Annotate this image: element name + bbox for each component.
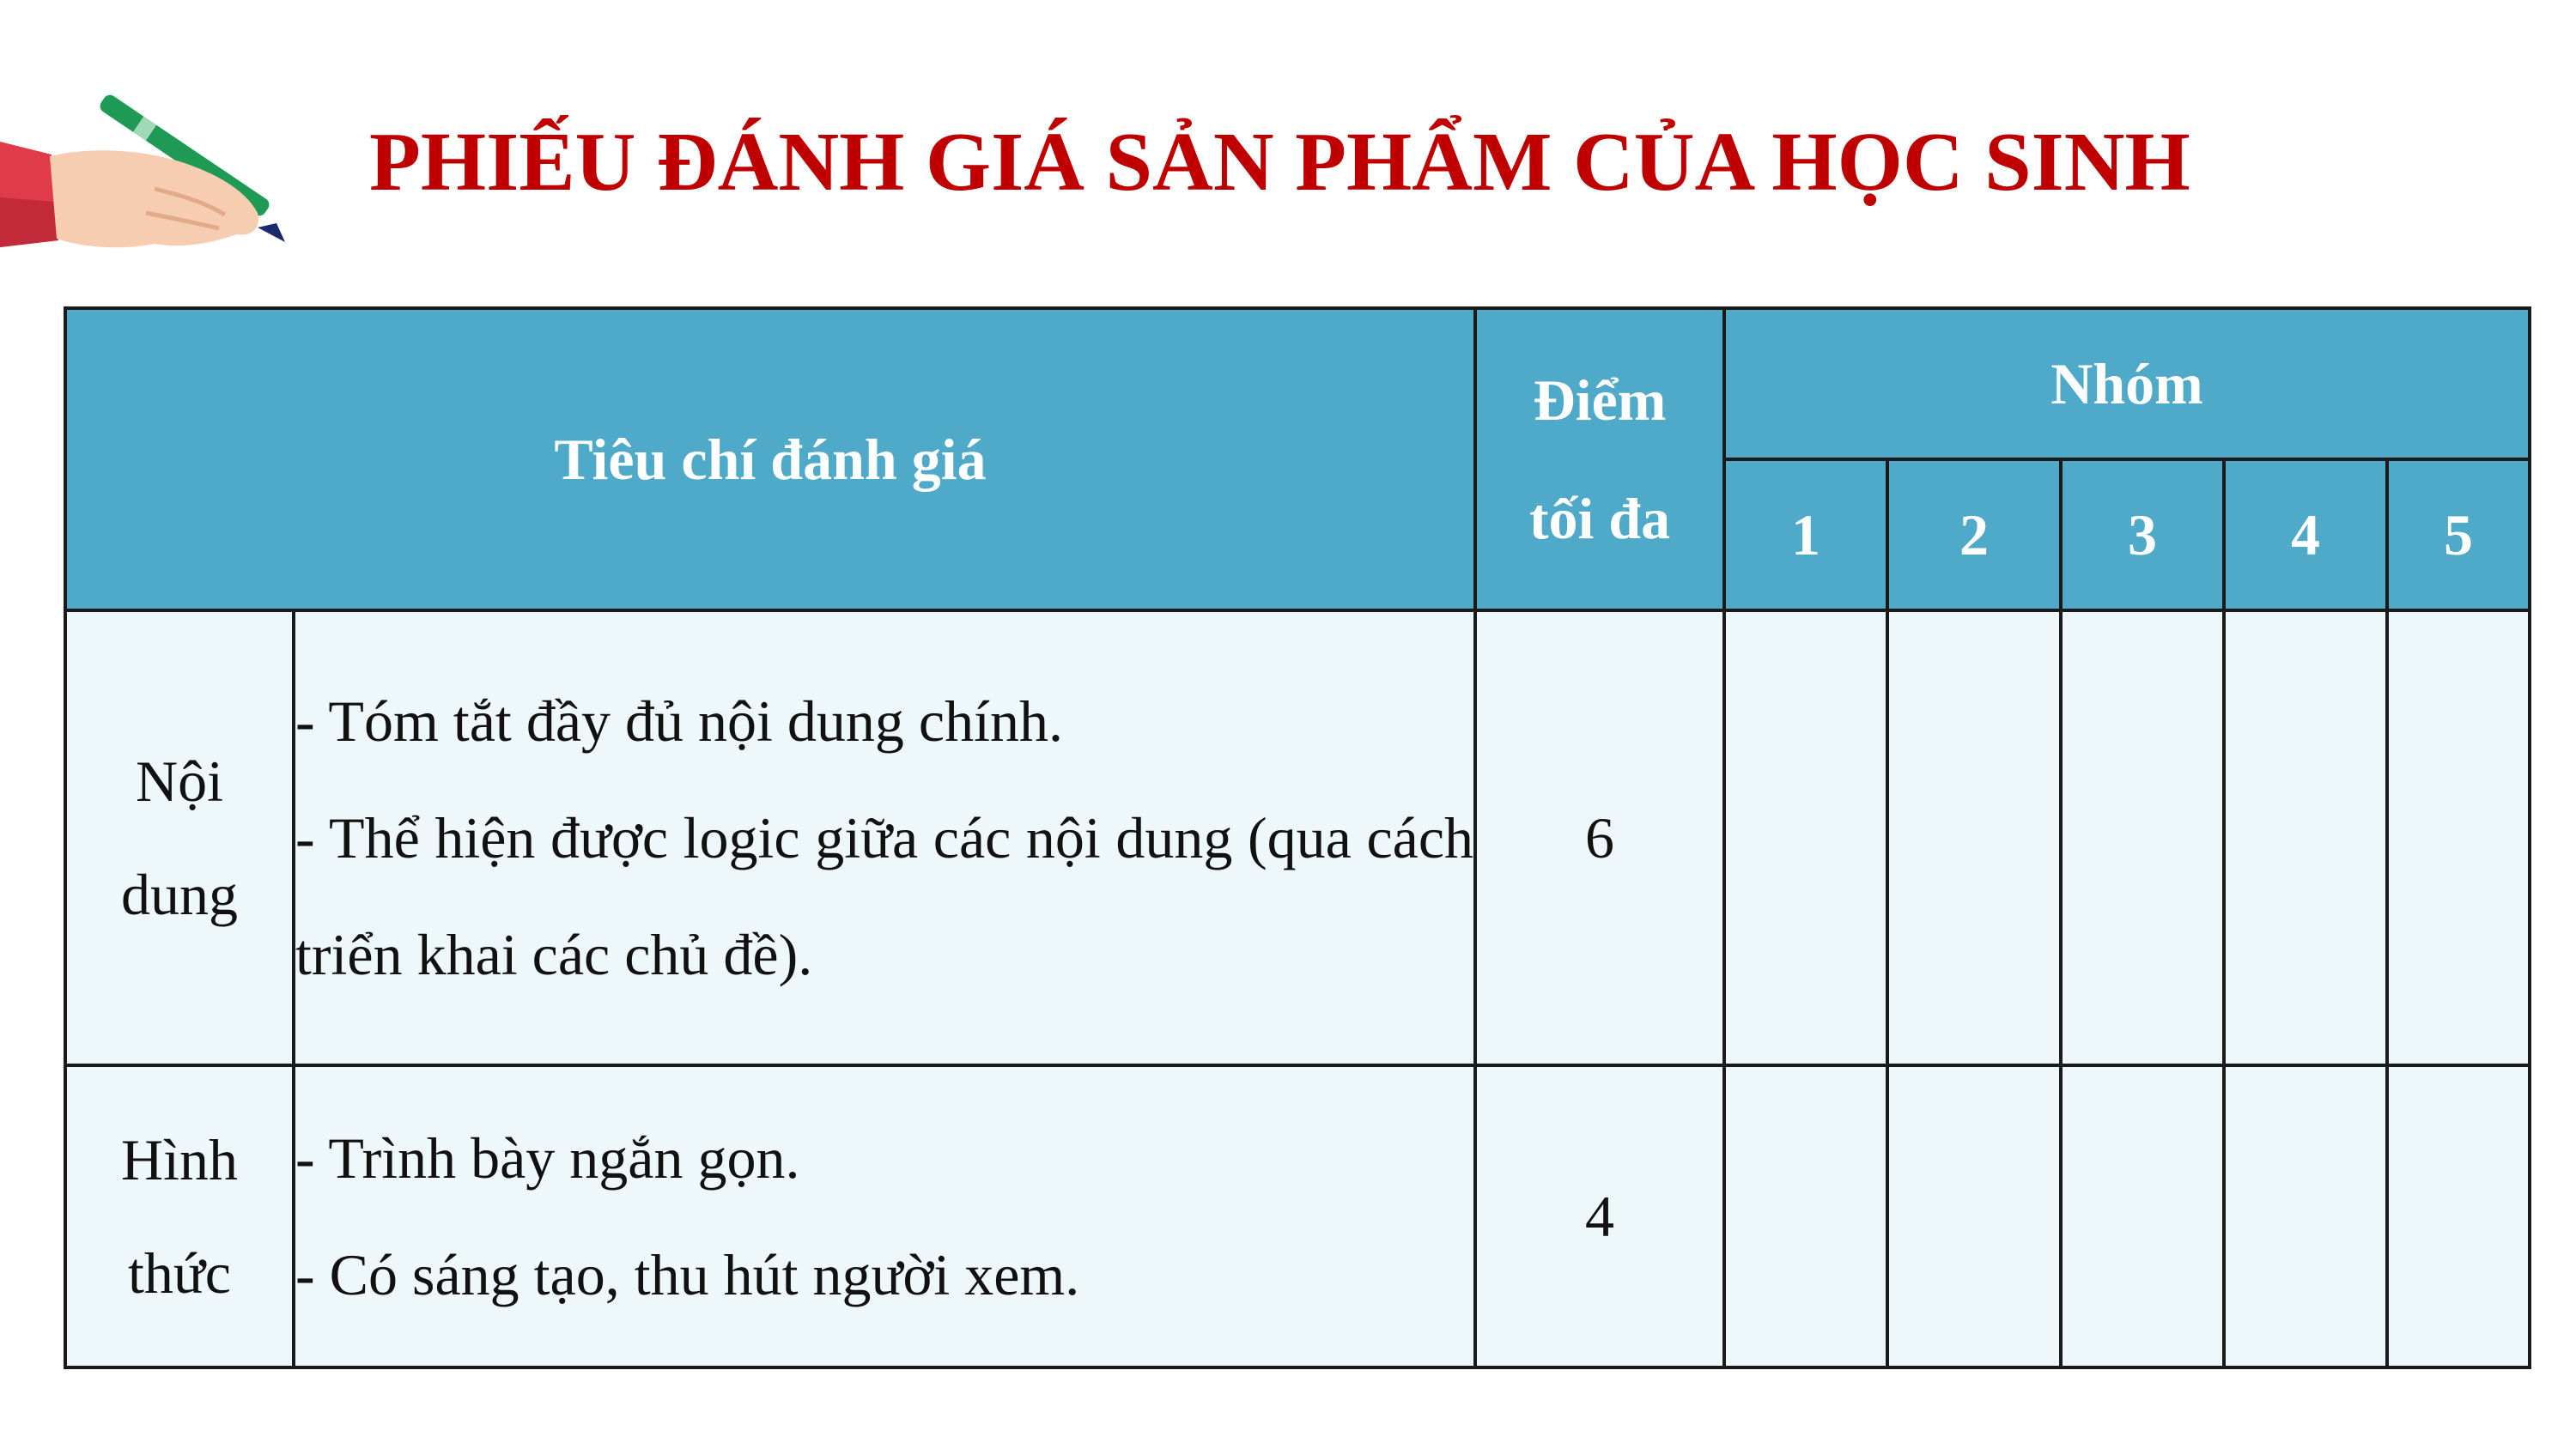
group-score-cell[interactable] <box>1724 610 1887 1065</box>
header-group-2: 2 <box>1887 459 2061 610</box>
max-score-cell: 6 <box>1475 610 1724 1065</box>
header-max-score-line1: Điểm <box>1533 367 1667 433</box>
table-row-form <box>65 1065 2530 1367</box>
group-score-cell[interactable] <box>1887 610 2061 1065</box>
category-line1: Hình <box>121 1127 238 1192</box>
header-row-1 <box>65 308 2530 459</box>
criteria-cell <box>294 610 1475 1065</box>
table-row-content <box>65 610 2530 1065</box>
group-score-cell[interactable] <box>1724 1065 1887 1367</box>
criteria-line1: - Trình bày ngắn gọn. <box>295 1125 800 1191</box>
header-criteria: Tiêu chí đánh giá <box>65 308 1475 610</box>
header-max-score-line2: tối đa <box>1528 486 1671 551</box>
category-line1: Nội <box>136 749 223 814</box>
group-score-cell[interactable] <box>2061 610 2224 1065</box>
hand-shape <box>50 150 258 247</box>
hand-writing-pen-icon <box>0 60 292 258</box>
category-cell <box>65 610 294 1065</box>
max-score-cell: 4 <box>1475 1065 1724 1367</box>
header-group-4: 4 <box>2224 459 2387 610</box>
group-score-cell[interactable] <box>2224 610 2387 1065</box>
page-title: PHIẾU ĐÁNH GIÁ SẢN PHẨM CỦA HỌC SINH <box>369 116 2190 209</box>
group-score-cell[interactable] <box>2387 610 2530 1065</box>
category-cell <box>65 1065 294 1367</box>
group-score-cell[interactable] <box>2387 1065 2530 1367</box>
category-line2: dung <box>121 862 238 927</box>
header-group-5: 5 <box>2387 459 2530 610</box>
evaluation-table <box>64 306 2531 1369</box>
sleeve-shadow <box>0 197 58 247</box>
criteria-cell <box>294 1065 1475 1367</box>
header-group: Nhóm <box>1724 308 2530 459</box>
group-score-cell[interactable] <box>1887 1065 2061 1367</box>
category-line2: thức <box>128 1240 231 1306</box>
header-group-1: 1 <box>1724 459 1887 610</box>
header-max-score <box>1475 308 1724 610</box>
header-group-3: 3 <box>2061 459 2224 610</box>
criteria-line1: - Tóm tắt đầy đủ nội dung chính. <box>295 688 1063 754</box>
pen-tip <box>258 223 285 242</box>
group-score-cell[interactable] <box>2061 1065 2224 1367</box>
criteria-line2: - Thể hiện được logic giữa các nội dung (qua cách triển khai các chủ đề). <box>295 805 1474 987</box>
criteria-line2: - Có sáng tạo, thu hút người xem. <box>295 1242 1080 1307</box>
group-score-cell[interactable] <box>2224 1065 2387 1367</box>
